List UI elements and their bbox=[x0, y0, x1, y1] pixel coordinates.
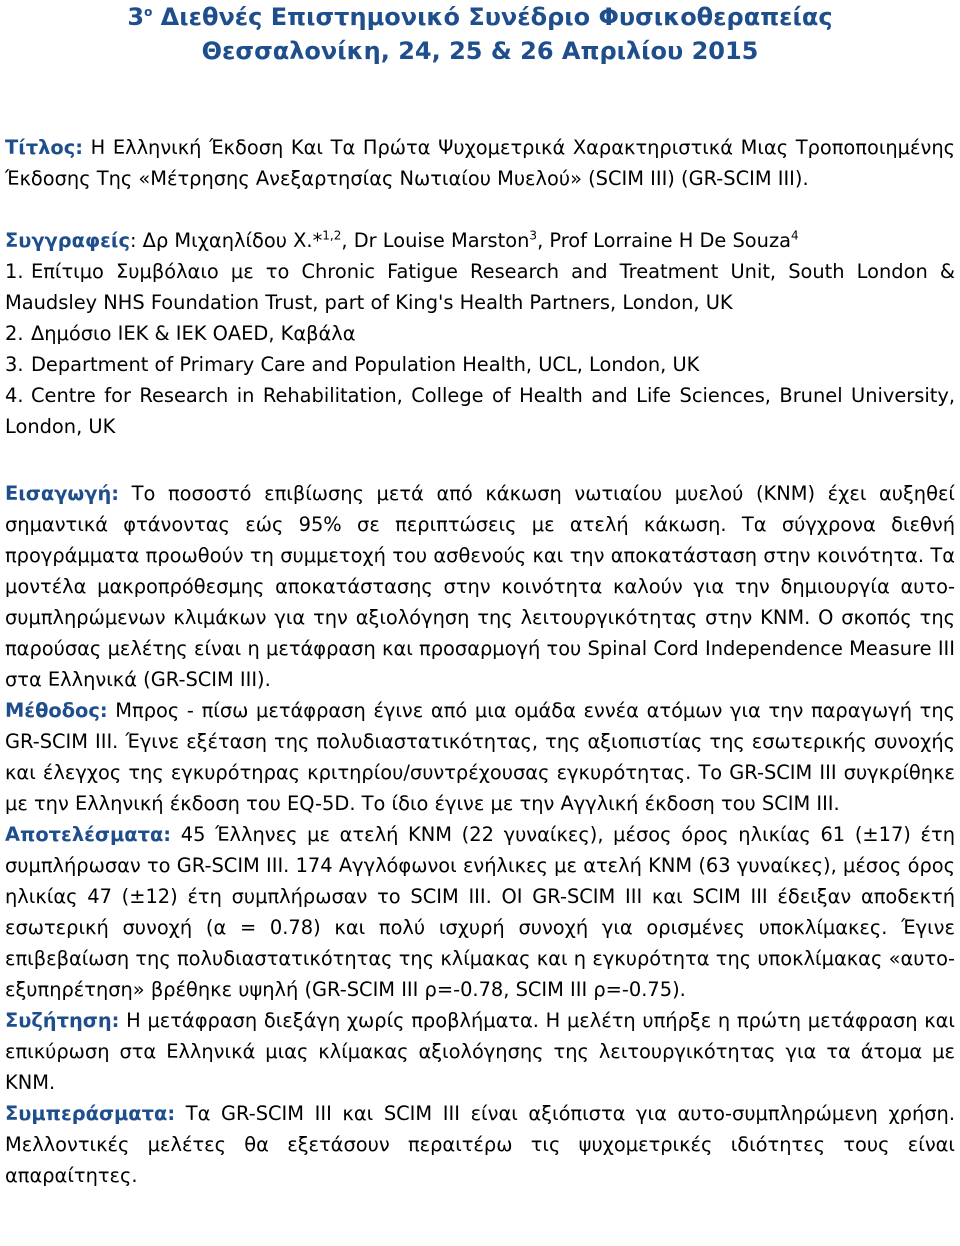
affiliation-text: Επίτιμο Συμβόλαιο με το Chronic Fatigue Research and Treatment Unit, South London & Maudsley NHS Foundation Trust, part of King's Health Partners, London, UK bbox=[5, 260, 955, 314]
author-1: : Δρ Μιχαηλίδου Χ.* bbox=[129, 229, 323, 252]
conclusions-label: Συμπεράσματα: bbox=[5, 1102, 176, 1125]
conclusions-text: Τα GR-SCIM III και SCIM III είναι αξιόπιστα για αυτο-συμπληρώμενη χρήση. Μελλοντικές μελέτες θα εξετάσουν περαιτέρω τις ψυχομετρικές ιδιότητες τους είναι απαραίτητες. bbox=[5, 1102, 955, 1187]
spacer bbox=[5, 442, 955, 478]
spacer bbox=[5, 194, 955, 225]
method-label: Μέθοδος: bbox=[5, 699, 108, 722]
conference-name: Διεθνές Επιστημονικό Συνέδριο Φυσικοθεραπείας bbox=[152, 3, 833, 31]
conference-number: 3 bbox=[127, 3, 145, 31]
affiliation-text: Δημόσιο ΙΕΚ & ΙΕΚ ΟΑΕD, Καβάλα bbox=[31, 322, 356, 345]
affiliation-number: 2. bbox=[5, 322, 24, 345]
conference-date: Θεσσαλονίκη, 24, 25 & 26 Απριλίου 2015 bbox=[201, 37, 759, 65]
results-section bbox=[5, 819, 955, 1005]
conclusions-section bbox=[5, 1098, 955, 1191]
conference-title bbox=[5, 0, 955, 34]
author-2: , Dr Louise Marston bbox=[341, 229, 530, 252]
results-label: Αποτελέσματα: bbox=[5, 823, 172, 846]
discussion-text: Η μετάφραση διεξάγη χωρίς προβλήματα. Η μελέτη υπήρξε η πρώτη μετάφραση και επικύρωση στα Ελληνικά μιας κλίμακας αξιολόγησης της λειτουργικότητας για τα άτομα με ΚΝΜ. bbox=[5, 1009, 955, 1094]
affiliation-item bbox=[5, 318, 955, 349]
authors-line bbox=[5, 225, 955, 256]
introduction-section bbox=[5, 478, 955, 695]
title-text: Η Ελληνική Έκδοση Και Τα Πρώτα Ψυχομετρικά Χαρακτηριστικά Μιας Τροποποιημένης Έκδοσης Της «Μέτρησης Ανεξαρτησίας Νωτιαίου Μυελού» (SCIM III) (GR-SCIM III). bbox=[5, 136, 955, 190]
spacer bbox=[5, 68, 955, 132]
author-1-affiliation: 1,2 bbox=[322, 228, 342, 243]
author-3-affiliation: 4 bbox=[791, 228, 799, 243]
introduction-text: Το ποσοστό επιβίωσης μετά από κάκωση νωτιαίου μυελού (ΚΝΜ) έχει αυξηθεί σημαντικά φτάνοντας εώς 95% σε περιπτώσεις με ατελή κάκωση. Τα σύγχρονα διεθνή προγράμματα προωθούν τη συμμετοχή του ασθενούς και την αποκατάσταση στην κοινότητα. Τα μοντέλα μακροπρόθεσμης αποκατάστασης στην κοινότητα καλούν για την δημιουργία αυτο-συμπληρώμενων κλιμάκων για την αξιολόγηση της λειτουργικότητας στην ΚΝΜ. Ο σκοπός της παρούσας μελέτης είναι η μετάφραση και προσαρμογή του Spinal Cord Independence Measure III στα Ελληνικά (GR-SCIM III). bbox=[5, 482, 955, 691]
affiliation-item bbox=[5, 380, 955, 442]
affiliation-item bbox=[5, 256, 955, 318]
discussion-label: Συζήτηση: bbox=[5, 1009, 120, 1032]
method-section bbox=[5, 695, 955, 819]
method-text: Μπρος - πίσω μετάφραση έγινε από μια ομάδα εννέα ατόμων για την παραγωγή της GR-SCIM III. Έγινε εξέταση της πολυδιαστατικότητας, της αξιοπιστίας της εσωτερικής συνοχής και έλεγχος της εγκυρότηρας κριτηρίου/συντρέχουσας εγκυρότητας. Το GR-SCIM III συγκρίθηκε με την Ελληνική έκδοση του EQ-5D. Το ίδιο έγινε με την Αγγλική έκδοση του SCIM III. bbox=[5, 699, 955, 815]
author-2-affiliation: 3 bbox=[529, 228, 538, 243]
abstract-title bbox=[5, 132, 955, 194]
affiliation-number: 3. bbox=[5, 353, 24, 376]
affiliation-number: 1. bbox=[5, 260, 24, 283]
results-text: 45 Έλληνες με ατελή ΚΝΜ (22 γυναίκες), μέσος όρος ηλικίας 61 (±17) έτη συμπλήρωσαν το GR-SCIM III. 174 Αγγλόφωνοι ενήλικες με ατελή ΚΝΜ (63 γυναίκες), μέσος όρος ηλικίας 47 (±12) έτη συμπλήρωσαν το SCIM III. ΟΙ GR-SCIM III και SCIM III έδειξαν αποδεκτή εσωτερική συνοχή (α = 0.78) και πολύ ισχυρή συνοχή για ορισμένες υποκλίμακες. Έγινε επιβεβαίωση της πολυδιαστατικότητας της κλίμακας και η εγκυρότητα της υποκλίμακας «αυτο-εξυπηρέτηση» βρέθηκε υψηλή (GR-SCIM III ρ=-0.78, SCIM III ρ=-0.75). bbox=[5, 823, 955, 1001]
author-3: , Prof Lorraine H De Souza bbox=[537, 229, 792, 252]
title-label: Τίτλος: bbox=[5, 136, 83, 159]
discussion-section bbox=[5, 1005, 955, 1098]
conference-ordinal: ο bbox=[144, 5, 153, 19]
affiliation-number: 4. bbox=[5, 384, 24, 407]
affiliation-text: Department of Primary Care and Population Health, UCL, London, UK bbox=[31, 353, 700, 376]
affiliation-text: Centre for Research in Rehabilitation, College of Health and Life Sciences, Brunel University, London, UK bbox=[5, 384, 955, 438]
introduction-label: Εισαγωγή: bbox=[5, 482, 120, 505]
authors-label: Συγγραφείς bbox=[5, 229, 130, 252]
affiliation-item bbox=[5, 349, 955, 380]
